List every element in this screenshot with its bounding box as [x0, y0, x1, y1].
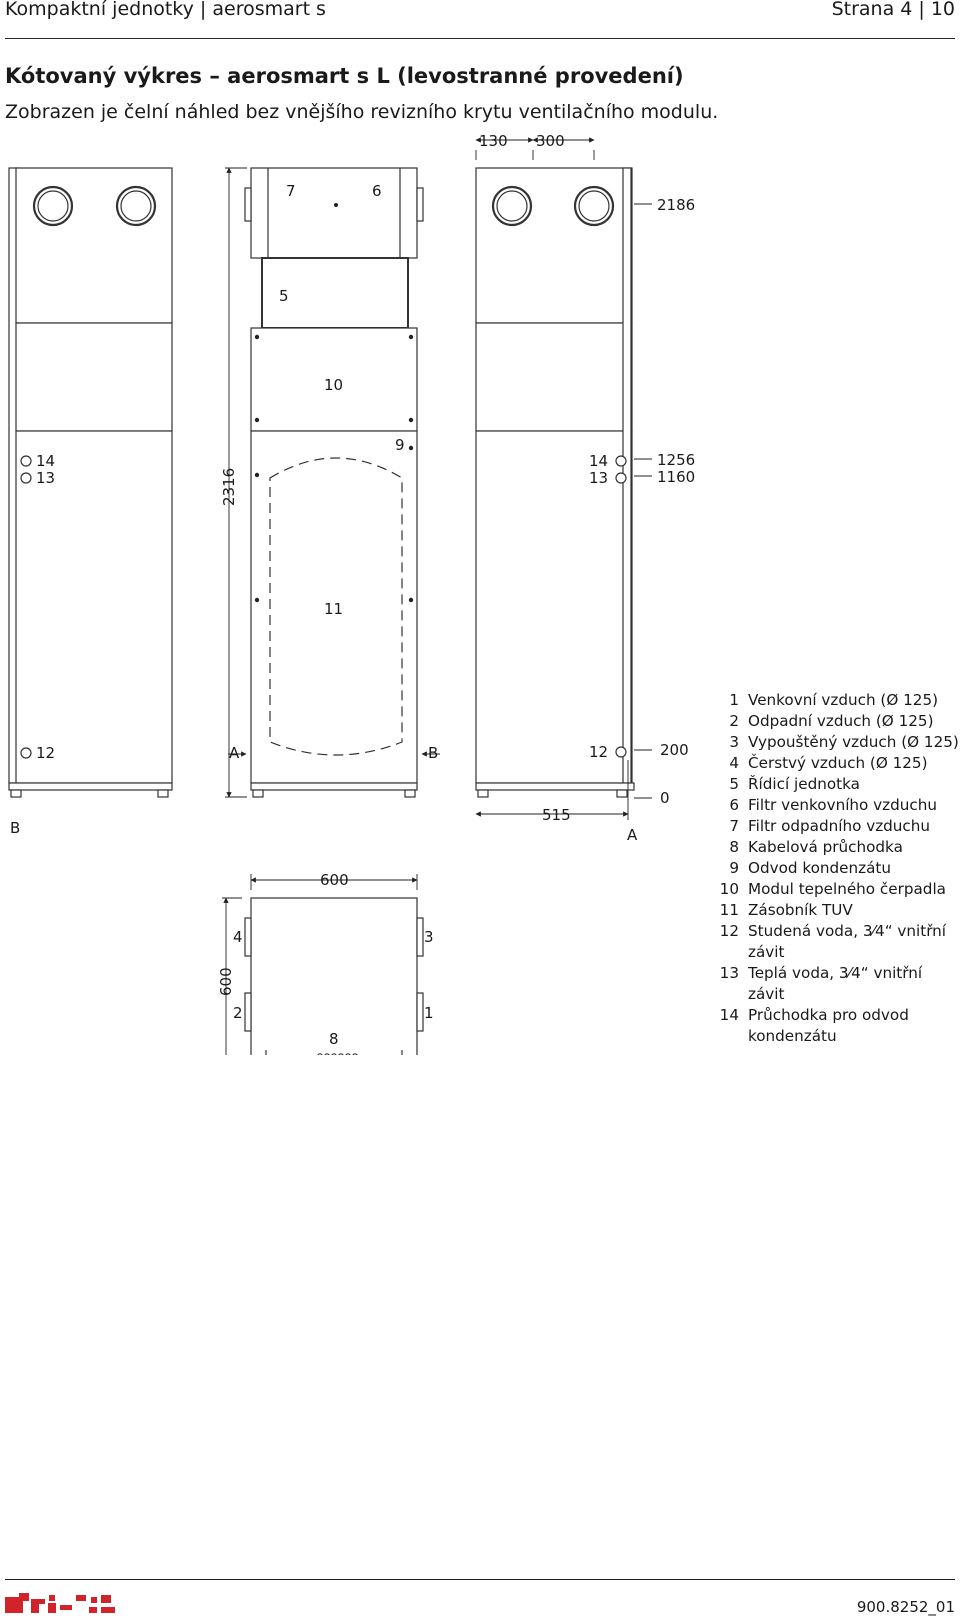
dim-300: 300 [536, 132, 565, 150]
document-header-title: Kompaktní jednotky | aerosmart s [5, 0, 326, 20]
page-subtitle: Zobrazen je čelní náhled bez vnějšího revizního krytu ventilačního modulu. [5, 101, 719, 123]
legend-item: 10 Modul tepelného čerpadla [719, 880, 946, 898]
section-a-right: A [627, 826, 638, 844]
label-12-left: 12 [36, 744, 56, 762]
dim-2186: 2186 [657, 196, 696, 214]
legend [716, 690, 960, 1047]
label-4: 4 [233, 928, 243, 946]
connection-12-icon [21, 748, 31, 758]
section-b-left: B [10, 819, 21, 837]
label-13-left: 13 [36, 469, 56, 487]
label-1: 1 [424, 1004, 434, 1022]
footer-divider [5, 1579, 955, 1580]
dim-130: 130 [479, 132, 508, 150]
dim-2316: 2316 [220, 467, 238, 506]
label-5: 5 [279, 287, 289, 305]
dim-1160: 1160 [657, 468, 696, 486]
page-title: Kótovaný výkres – aerosmart s L (levostranné provedení) [5, 64, 684, 88]
legend-item: 8 Kabelová průchodka [729, 838, 903, 856]
document-number: 900.8252_01 [856, 1598, 955, 1616]
label-9: 9 [395, 436, 405, 454]
dim-600-depth: 600 [217, 967, 235, 996]
connection-13-icon [21, 473, 31, 483]
dim-515: 515 [542, 806, 571, 824]
legend-item: 7 Filtr odpadního vzduchu [729, 817, 931, 835]
section-a-front: A [229, 744, 240, 762]
label-7: 7 [286, 182, 296, 200]
dim-200: 200 [660, 741, 689, 759]
legend-item: 13 Teplá voda, 3⁄4“ vnitřní závit [719, 964, 923, 1003]
legend-item: 1 Venkovní vzduch (Ø 125) [729, 691, 939, 709]
connection-14-icon [616, 456, 626, 466]
connection-12-icon [616, 747, 626, 757]
legend-item: 11 Zásobník TUV [719, 901, 853, 919]
section-b-front: B [428, 744, 439, 762]
legend-item: 12 Studená voda, 3⁄4“ vnitřní závit [719, 922, 947, 961]
left-side-view [9, 168, 172, 797]
label-10: 10 [324, 376, 344, 394]
right-side-view [476, 168, 634, 797]
legend-item: 4 Čerstvý vzduch (Ø 125) [729, 754, 928, 772]
front-view [245, 168, 423, 797]
label-2: 2 [233, 1004, 243, 1022]
label-6: 6 [372, 182, 382, 200]
dim-0: 0 [660, 789, 670, 807]
label-12-right: 12 [589, 743, 609, 761]
label-14-right: 14 [589, 452, 609, 470]
legend-item: 14 Průchodka pro odvod kondenzátu [719, 1006, 909, 1045]
connection-13-icon [616, 473, 626, 483]
label-14-left: 14 [36, 452, 56, 470]
label-8: 8 [329, 1030, 339, 1048]
company-logo-icon [5, 1589, 120, 1617]
legend-item: 9 Odvod kondenzátu [729, 859, 891, 877]
legend-item: 3 Vypouštěný vzduch (Ø 125) [729, 733, 959, 751]
dim-1256: 1256 [657, 451, 696, 469]
dim-600-width: 600 [320, 871, 349, 889]
header-divider [5, 38, 955, 39]
connection-14-icon [21, 456, 31, 466]
label-3: 3 [424, 928, 434, 946]
page-number: Strana 4 | 10 [831, 0, 955, 20]
label-11: 11 [324, 600, 344, 618]
legend-item: 2 Odpadní vzduch (Ø 125) [729, 712, 934, 730]
legend-item: 6 Filtr venkovního vzduchu [729, 796, 938, 814]
label-13-right: 13 [589, 469, 609, 487]
legend-item: 5 Řídicí jednotka [729, 775, 860, 793]
